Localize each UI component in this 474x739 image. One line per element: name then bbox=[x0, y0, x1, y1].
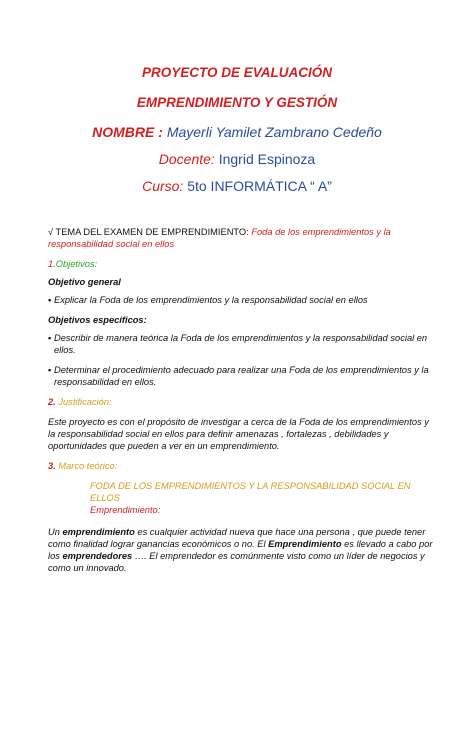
objetivo-especifico-item: • Describir de manera teórica la Foda de los emprendimientos y la responsabilidad social en ellos. bbox=[48, 333, 428, 355]
curso-label: Curso: bbox=[142, 178, 184, 194]
docente-value: Ingrid Espinoza bbox=[218, 151, 316, 167]
marco-paragraph: Un emprendimiento es cualquier actividad nueva que hace una persona , que puede tener como finalidad lograr ganancias económicos o no. El Emprendimiento es llevado a cabo por los emprendedores …. El emprendedor es comúnmente visto como un líder de negocios y como un innovado. bbox=[48, 527, 433, 573]
justificacion-heading-line bbox=[48, 396, 433, 408]
objetivos-especificos-heading: Objetivos específicos: bbox=[48, 315, 147, 325]
course-line bbox=[0, 178, 474, 194]
tema-value-2: responsabilidad social en ellos bbox=[48, 239, 175, 249]
justificacion-heading: Justificación: bbox=[58, 397, 112, 407]
objetivos-heading-line bbox=[48, 258, 433, 270]
check-icon: √ bbox=[48, 227, 54, 237]
document-body bbox=[48, 226, 433, 574]
bullet-icon: • bbox=[48, 365, 52, 375]
marco-number: 3. bbox=[48, 461, 56, 471]
marco-subtitle: FODA DE LOS EMPRENDIMIENTOS Y LA RESPONSABILIDAD SOCIAL EN ELLOS bbox=[90, 481, 411, 503]
justificacion-text: Este proyecto es con el propósito de investigar a cerca de la Foda de los emprendimientos y la responsabilidad social en ellos para definir amenazas , fortalezas , debilidades y oportunidades que pueden a ver en un emprendimiento. bbox=[48, 417, 429, 451]
tema-label: TEMA DEL EXAMEN DE EMPRENDIMIENTO: bbox=[55, 227, 249, 237]
objetivos-number: 1. bbox=[48, 259, 56, 269]
marco-heading: Marco teórico: bbox=[58, 461, 118, 471]
emprendimiento-heading: Emprendimiento: bbox=[90, 505, 161, 515]
objetivo-especifico-item: • Determinar el procedimiento adecuado para realizar una Foda de los emprendimientos y la responsabilidad en ellos. bbox=[48, 365, 429, 387]
student-name-line bbox=[0, 124, 474, 140]
curso-value: 5to INFORMÁTICA “ A” bbox=[187, 178, 332, 194]
teacher-line bbox=[0, 151, 474, 167]
tema-line bbox=[48, 226, 433, 238]
marco-heading-line bbox=[48, 460, 433, 472]
project-subtitle: EMPRENDIMIENTO Y GESTIÓN bbox=[136, 95, 338, 110]
nombre-value: Mayerli Yamilet Zambrano Cedeño bbox=[166, 124, 382, 140]
objetivo-general-heading: Objetivo general bbox=[48, 277, 121, 287]
nombre-label: NOMBRE : bbox=[92, 124, 163, 140]
tema-value-1: Foda de los emprendimientos y la bbox=[251, 227, 391, 237]
bullet-icon: • bbox=[48, 333, 52, 343]
bullet-icon: • bbox=[48, 295, 52, 305]
docente-label: Docente: bbox=[158, 151, 215, 167]
objetivos-heading: Objetivos: bbox=[55, 259, 98, 269]
justificacion-number: 2. bbox=[48, 397, 56, 407]
project-title: PROYECTO DE EVALUACIÓN bbox=[141, 65, 333, 80]
objetivo-general-item: • Explicar la Foda de los emprendimientos y la responsabilidad social en ellos bbox=[48, 295, 368, 305]
